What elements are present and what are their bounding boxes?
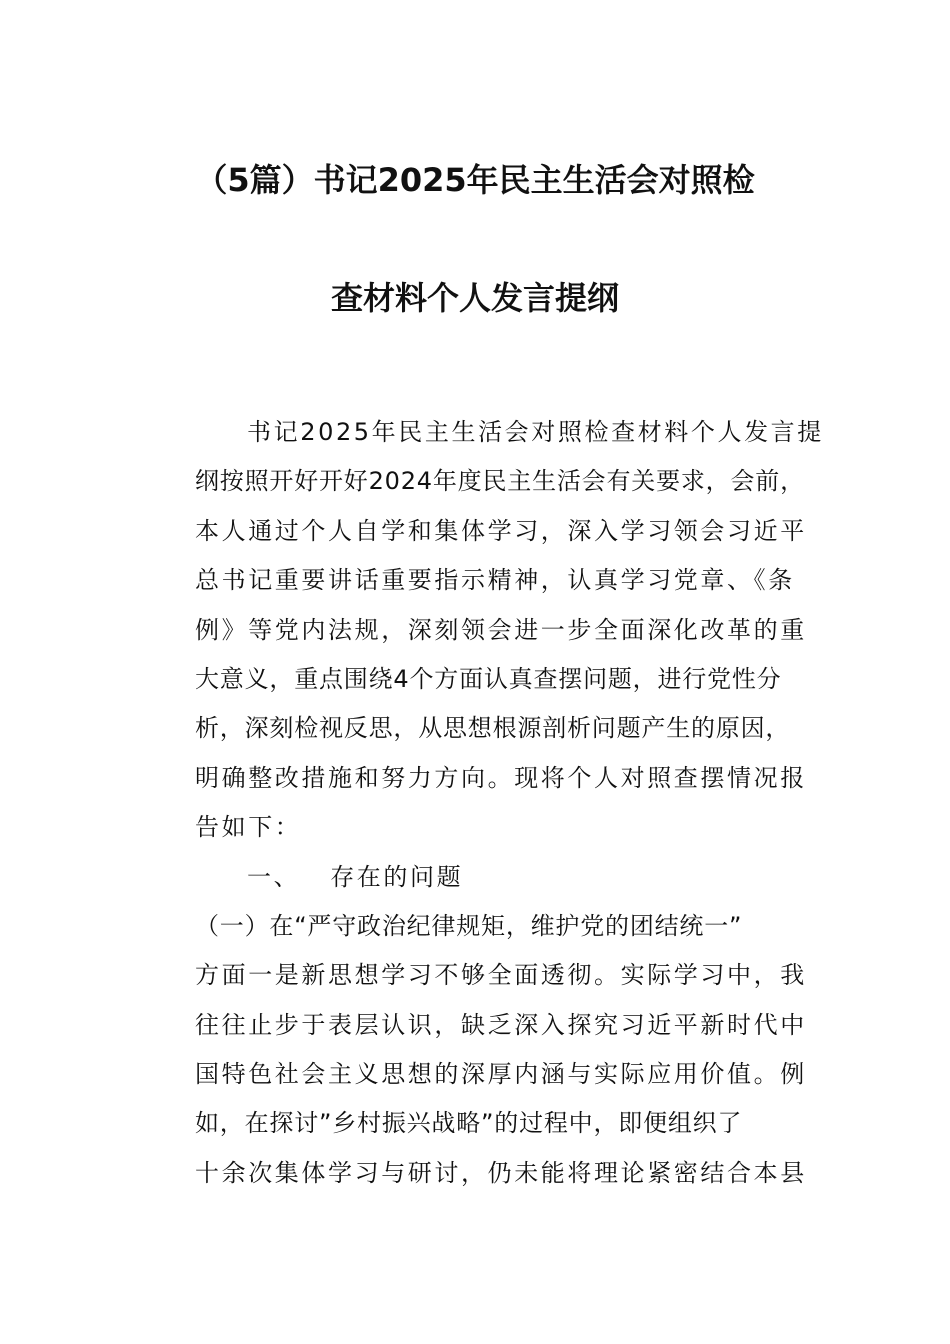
paragraph-line: 纲按照开好开好2024年度民主生活会有关要求，会前，	[195, 467, 805, 496]
paragraph-line: 总书记重要讲话重要指示精神，认真学习党章、《条	[195, 566, 795, 595]
document-title-line-2: 查材料个人发言提纲	[330, 279, 619, 317]
paragraph-line: 明确整改措施和努力方向。现将个人对照查摆情况报	[195, 763, 807, 792]
paragraph-line: 本人通过个人自学和集体学习，深入学习领会习近平	[195, 516, 807, 545]
paragraph-line: （一）在“严守政治纪律规矩，维护党的团结统一”	[195, 911, 743, 940]
paragraph-line: 如，在探讨”乡村振兴战略”的过程中，即便组织了	[195, 1109, 743, 1138]
paragraph-line: 例》等党内法规，深刻领会进一步全面深化改革的重	[195, 615, 807, 644]
paragraph-line: 十余次集体学习与研讨，仍未能将理论紧密结合本县	[195, 1158, 807, 1187]
paragraph-line: 析，深刻检视反思，从思想根源剖析问题产生的原因，	[195, 714, 791, 743]
section-heading-number: 一、	[247, 862, 301, 891]
document-title-line-1: （5篇）书记2025年民主生活会对照检	[195, 161, 755, 199]
section-heading-text: 存在的问题	[330, 862, 464, 891]
paragraph-line: 国特色社会主义思想的深厚内涵与实际应用价值。例	[195, 1060, 807, 1089]
paragraph-line: 书记2025年民主生活会对照检查材料个人发言提	[247, 418, 824, 446]
section-heading	[195, 853, 815, 902]
paragraph-line: 方面一是新思想学习不够全面透彻。实际学习中，我	[195, 961, 807, 990]
document-body	[195, 408, 824, 1198]
paragraph-line: 往往止步于表层认识，缺乏深入探究习近平新时代中	[195, 1010, 807, 1039]
paragraph-line: 告如下：	[195, 813, 302, 842]
paragraph-line: 大意义，重点围绕4个方面认真查摆问题，进行党性分	[195, 664, 782, 693]
